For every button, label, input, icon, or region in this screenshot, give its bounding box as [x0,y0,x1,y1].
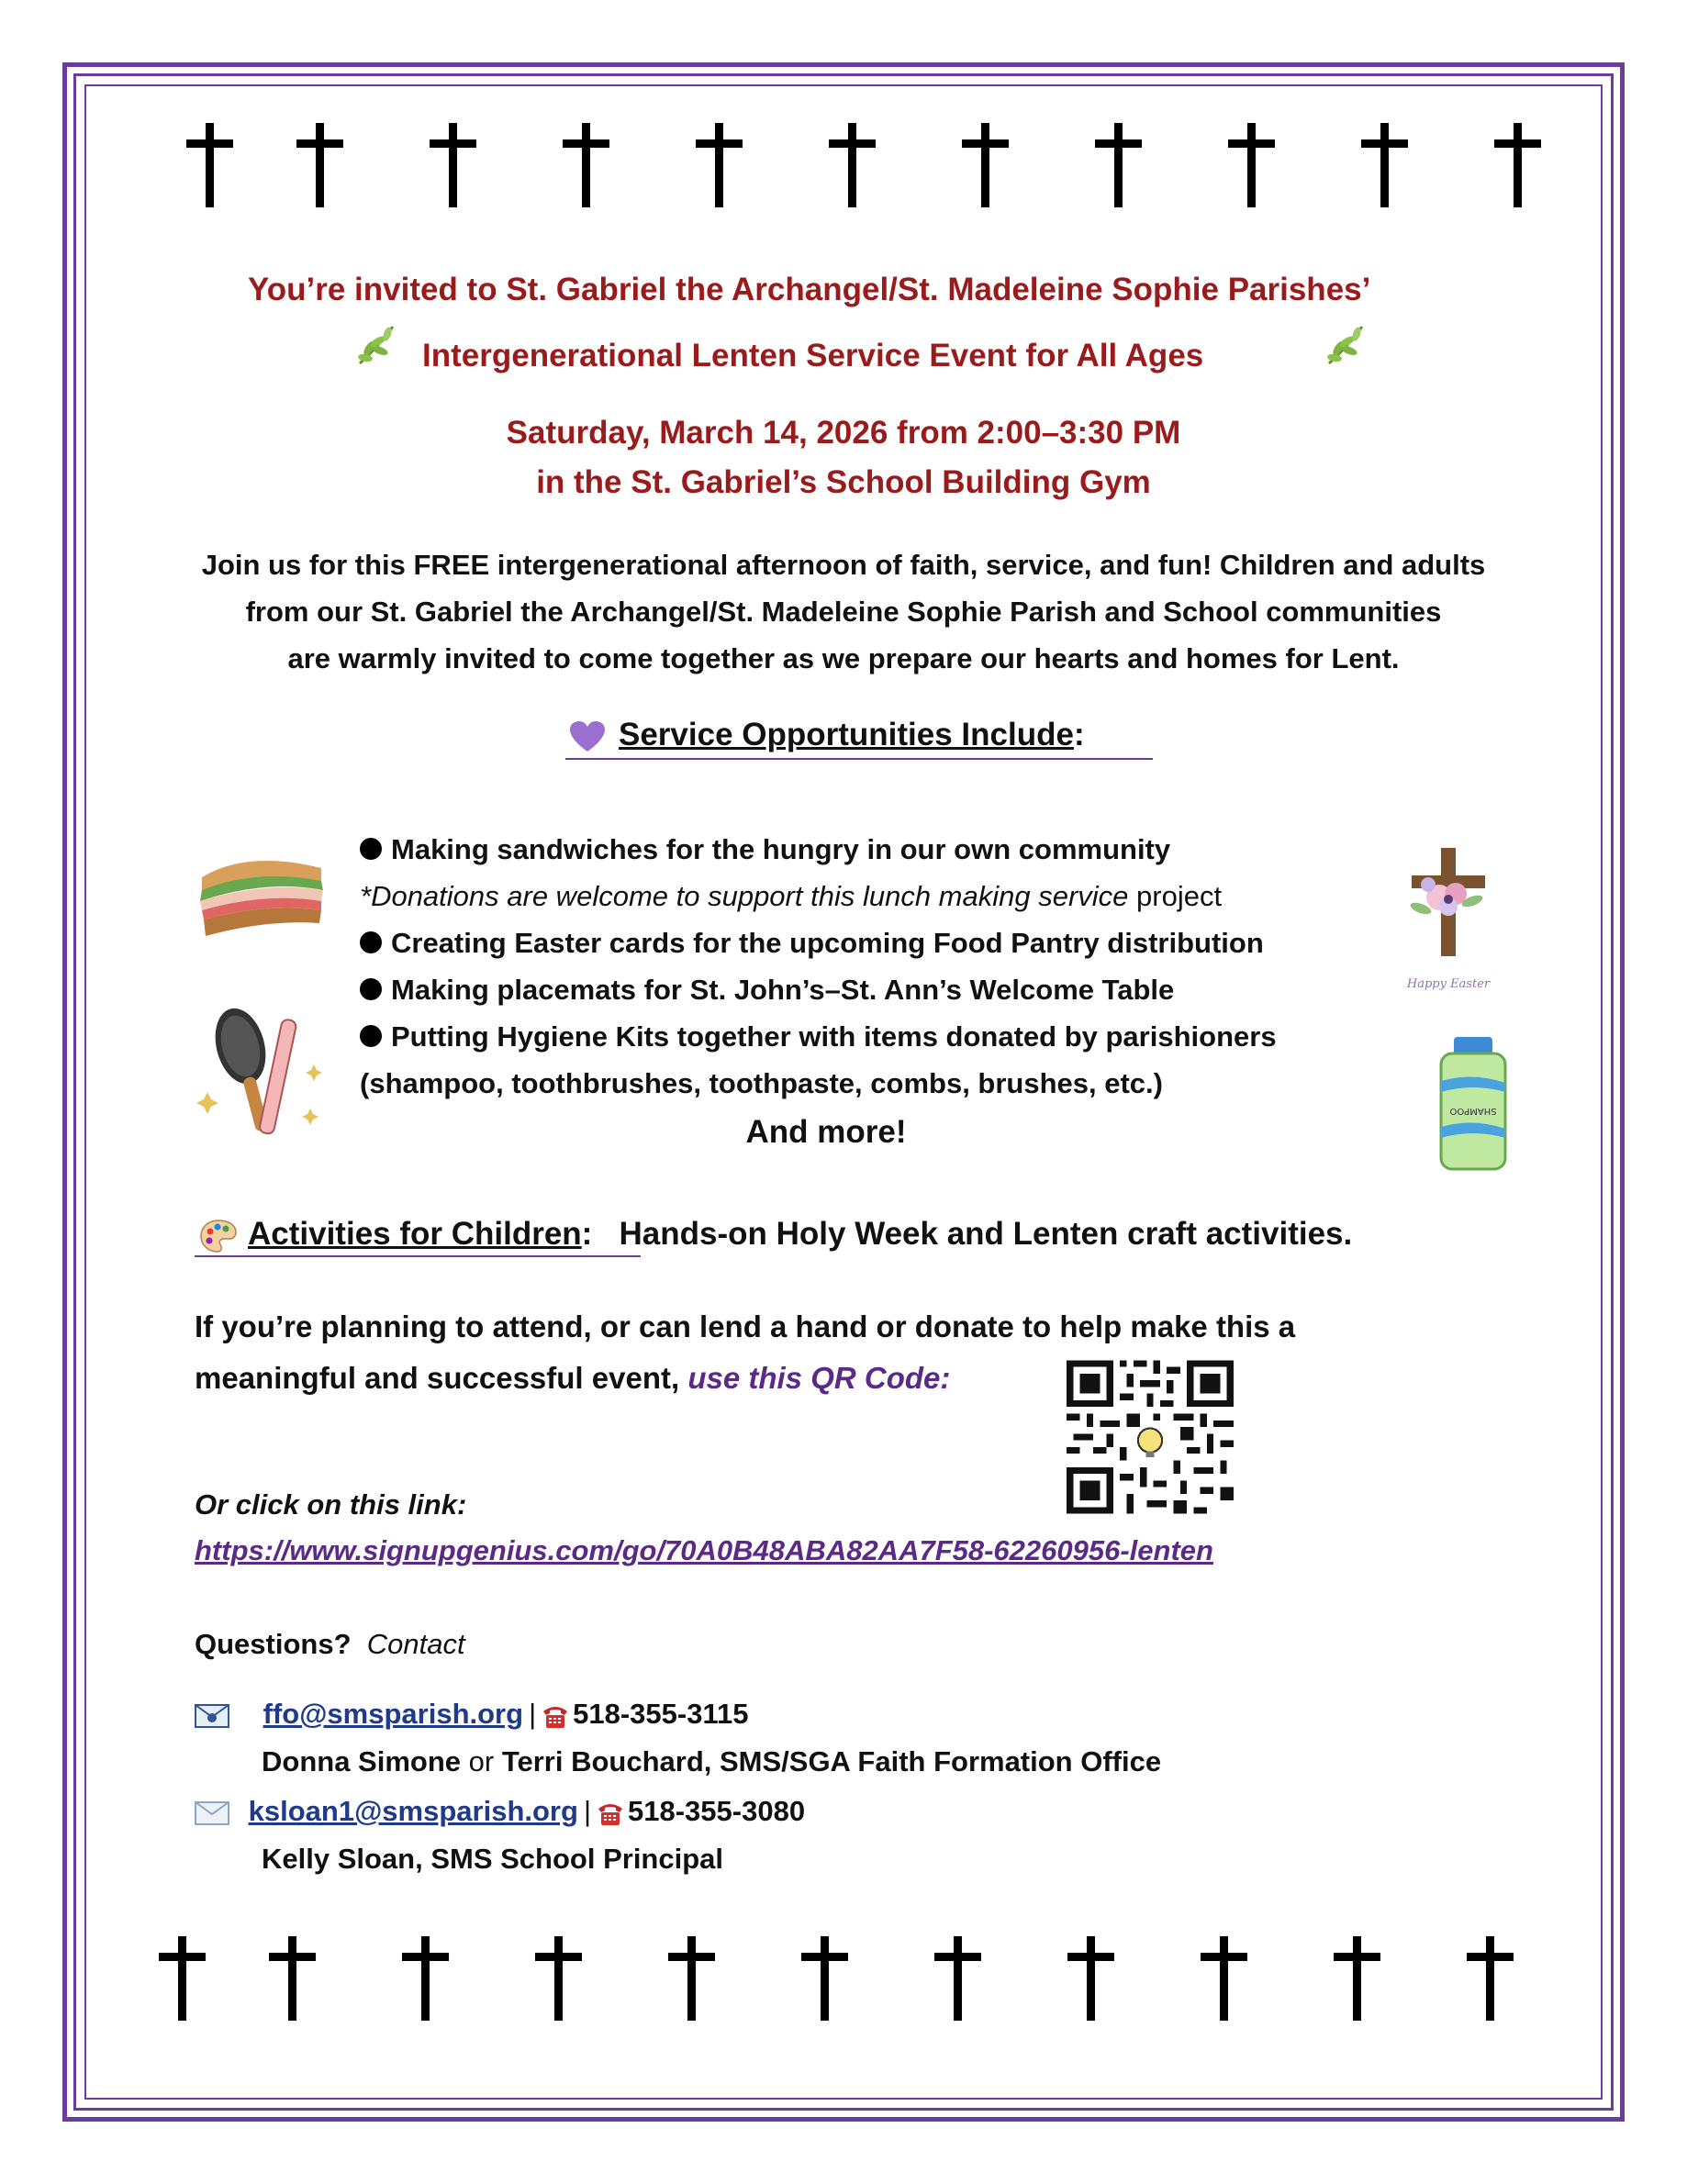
palette-icon [200,1219,237,1254]
cross-icon [420,123,485,207]
cross-icon [1058,1936,1123,2021]
easter-caption: Happy Easter [1406,977,1491,991]
bullet-icon [360,978,382,1000]
cross-icon [287,123,352,207]
envelope-icon [195,1704,229,1728]
list-item: Making placemats for St. John’s–St. Ann’s Welcome Table [360,966,1277,1013]
activities-underline [195,1255,641,1257]
bullet-icon [360,1025,382,1047]
cross-icon [820,123,884,207]
list-item: Making sandwiches for the hungry in our own community [360,826,1277,873]
list-item: Creating Easter cards for the upcoming Food Pantry distribution [360,919,1277,966]
cross-icon [1458,1936,1522,2021]
contact-names-2: Kelly Sloan, SMS School Principal [262,1843,724,1875]
signup-link[interactable]: https://www.signupgenius.com/go/70A0B48ABA82AA7F58-62260956-lenten [195,1534,1213,1566]
contact-row-1: ffo@smsparish.org | 518-355-3115 [195,1698,748,1731]
cross-icon [177,123,241,207]
cross-icon [1086,123,1150,207]
leaf-branch-icon [1322,321,1369,369]
event-location: in the St. Gabriel’s School Building Gym [536,464,1151,500]
phone-number[interactable]: 518-355-3115 [573,1698,749,1730]
bullet-icon [360,838,382,860]
email-link[interactable]: ffo@smsparish.org [263,1698,524,1730]
qr-code[interactable] [1067,1360,1234,1514]
easter-cross-icon [1395,841,1502,997]
phone-number[interactable]: 518-355-3080 [628,1795,806,1827]
cross-icon [1485,123,1549,207]
envelope-icon [195,1801,229,1825]
service-heading-underline [565,758,1153,760]
telephone-icon [542,1702,569,1730]
contact-names-1: Donna Simone or Terri Bouchard, SMS/SGA Faith Formation Office [262,1745,1162,1777]
cross-icon [925,1936,989,2021]
list-item: *Donations are welcome to support this lunch making service project [360,880,1223,912]
intro-line: Join us for this FREE intergenerational afternoon of faith, service, and fun! Children and adults [201,549,1486,581]
leaf-branch-icon [352,321,400,369]
event-date: Saturday, March 14, 2026 from 2:00–3:30 PM [506,415,1181,451]
contact-row-2: ksloan1@smsparish.org | 518-355-3080 [195,1795,805,1828]
purple-heart-icon [569,720,606,753]
cross-icon [150,1936,214,2021]
intro-line: from our St. Gabriel the Archangel/St. Madeleine Sophie Parish and School communities [245,596,1442,628]
list-item: Putting Hygiene Kits together with items donated by parishioners [360,1013,1277,1060]
activities-line [200,1216,1352,1254]
signup-line: If you’re planning to attend, or can lend a hand or donate to help make this a [195,1309,1296,1343]
telephone-icon [597,1800,624,1827]
list-item: (shampoo, toothbrushes, toothpaste, combs, brushes, etc.) [360,1067,1163,1099]
cross-icon [953,123,1017,207]
intro-line: are warmly invited to come together as we prepare our hearts and homes for Lent. [287,642,1400,674]
service-heading-text: Service Opportunities Include [619,717,1074,752]
qr-note: use this QR Code: [687,1361,951,1395]
and-more: And more! [745,1114,907,1150]
cross-icon [260,1936,324,2021]
cross-icon [553,123,618,207]
cross-icon [526,1936,590,2021]
service-heading-colon: : [1073,717,1085,752]
sandwich-icon [193,850,330,942]
cross-icon [792,1936,856,2021]
service-heading [569,717,1085,753]
email-link[interactable]: ksloan1@smsparish.org [248,1795,578,1827]
signup-line: meaningful and successful event, [195,1361,680,1395]
cross-icon [1352,123,1416,207]
activities-text: Hands-on Holy Week and Lenten craft activities. [619,1216,1353,1252]
questions-line: Questions? Contact [195,1628,465,1660]
or-click-label: Or click on this link: [195,1488,467,1521]
event-title: Intergenerational Lenten Service Event for All Ages [422,338,1204,373]
intro-paragraph [128,541,1559,682]
cross-icon [1324,1936,1389,2021]
shampoo-label: SHAMPOO [1449,1106,1497,1116]
cross-icon [393,1936,457,2021]
cross-icon [1219,123,1283,207]
cross-icon [659,1936,723,2021]
activities-colon: : [581,1216,593,1252]
cross-icon [1191,1936,1256,2021]
activities-label: Activities for Children [248,1216,582,1252]
bullet-icon [360,931,382,953]
cross-icon [687,123,751,207]
bottom-cross-row [0,1936,1687,2028]
service-list [360,826,1277,1107]
top-cross-row [0,123,1687,215]
invite-line: You’re invited to St. Gabriel the Archangel/St. Madeleine Sophie Parishes’ [248,272,1371,307]
shampoo-bottle-icon [1434,1035,1513,1173]
